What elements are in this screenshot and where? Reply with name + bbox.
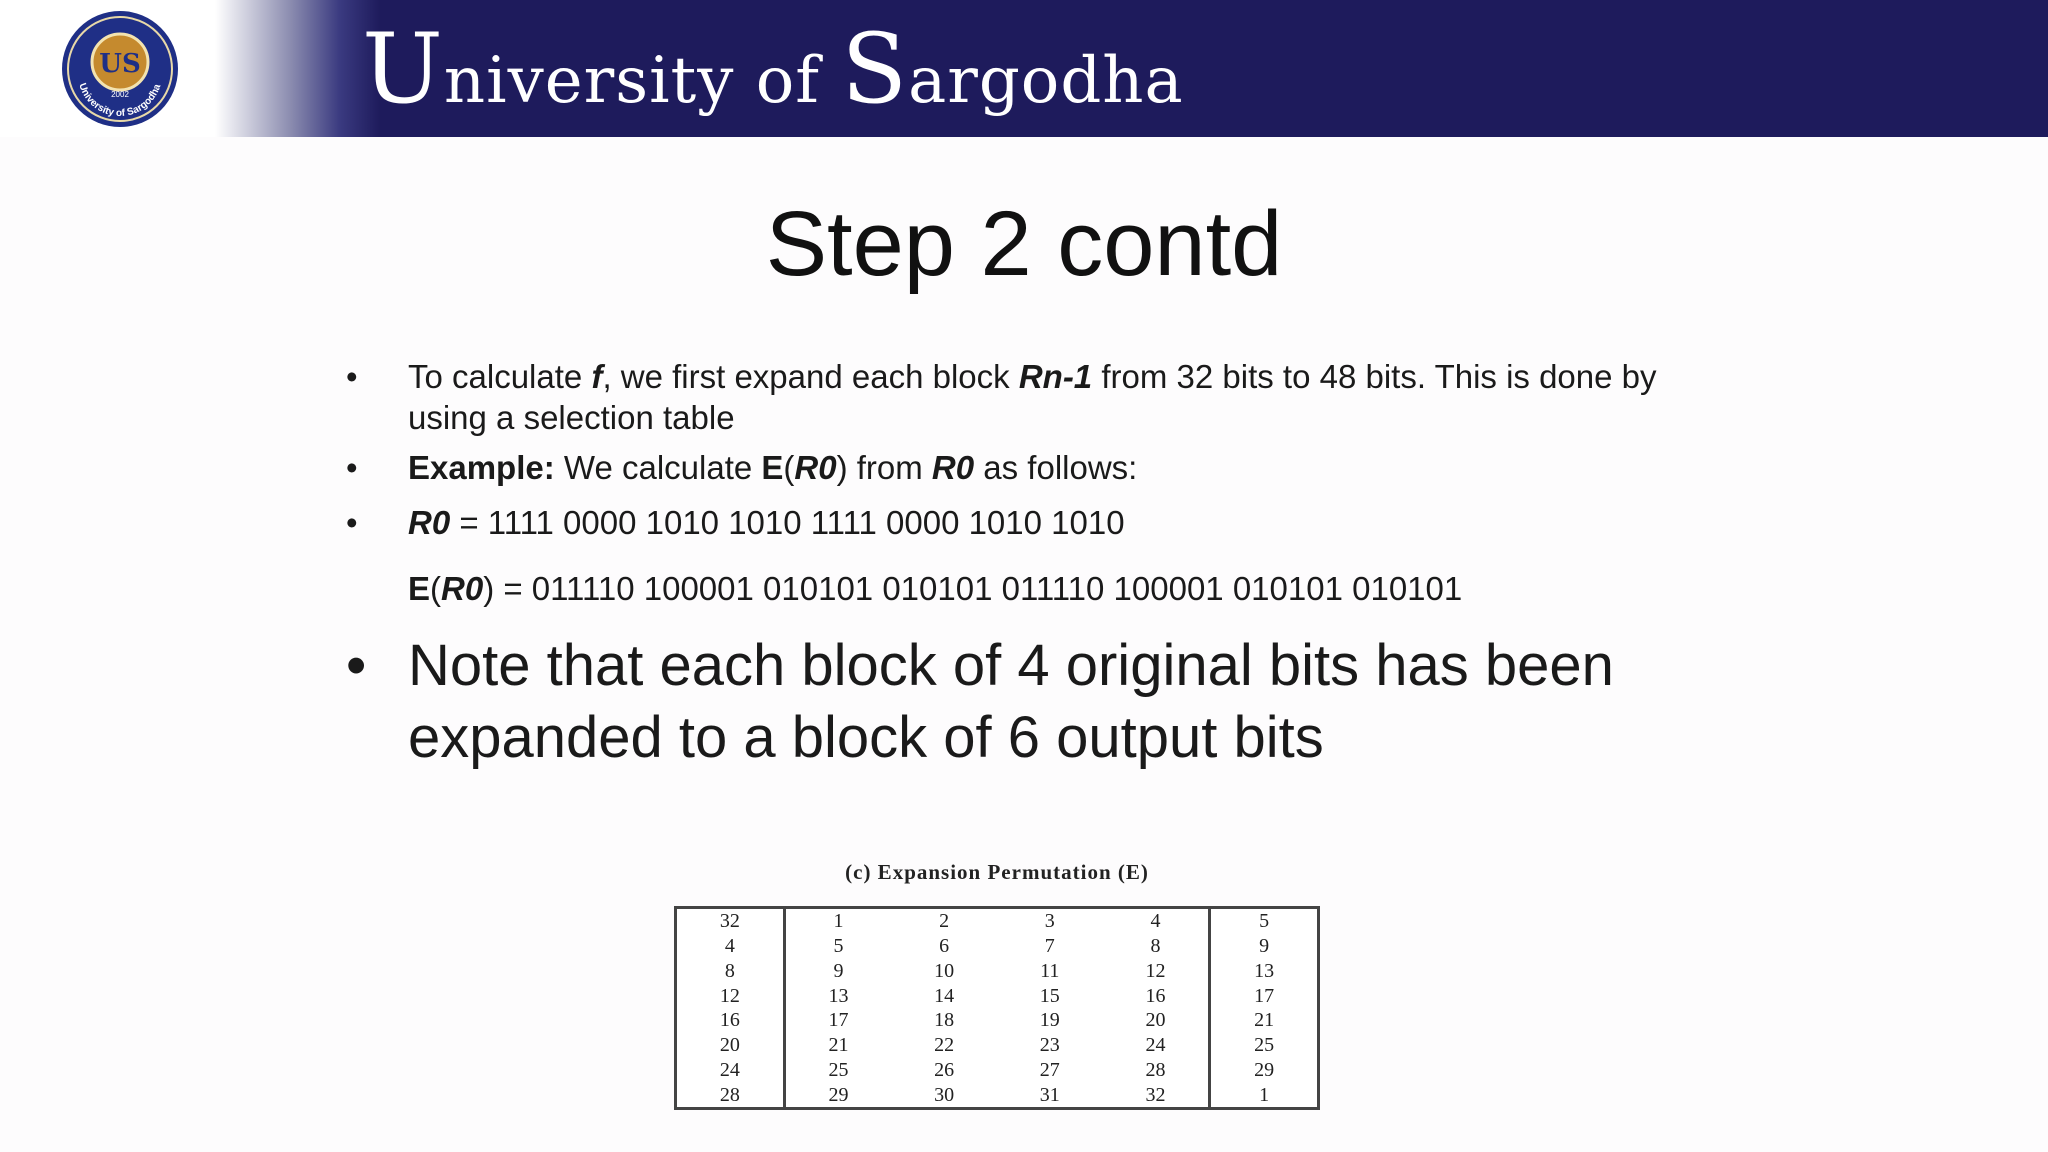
bullet-r0-value: R0 = 1111 0000 1010 1010 1111 0000 1010 1010: [408, 504, 1125, 541]
table-cell: 12: [676, 983, 785, 1008]
table-cell: 2: [939, 910, 950, 933]
header-banner: [0, 0, 2048, 137]
table-cell: 3: [1044, 910, 1055, 933]
table-cell: 29: [828, 1083, 849, 1106]
table-row: [676, 908, 1319, 934]
table-cell: 21: [1254, 1009, 1275, 1032]
university-name: University of Sargodha: [362, 13, 1184, 125]
table-cell: 7: [1044, 935, 1055, 958]
table-cell: 24: [676, 1057, 785, 1082]
table-cell: 32: [676, 908, 785, 934]
table-cell: 17: [828, 1009, 849, 1032]
table-cell: 28: [676, 1082, 785, 1108]
table-cell: 1: [1259, 1083, 1270, 1106]
table-row: [676, 1033, 1319, 1058]
table-cell: 20: [676, 1033, 785, 1058]
table-cell: 8: [1103, 934, 1210, 959]
seal-year: 2002: [111, 90, 129, 99]
table-cell: 11: [1040, 959, 1060, 982]
table-cell: 9: [1259, 935, 1270, 958]
table-cell: 6: [939, 935, 950, 958]
expansion-permutation-table: [674, 906, 1320, 1110]
table-cell: 25: [828, 1058, 849, 1081]
table-cell: 4: [1103, 908, 1210, 934]
table-cell: 31: [1039, 1083, 1060, 1106]
table-row: [676, 1008, 1319, 1033]
table-cell: 4: [676, 934, 785, 959]
table-row: [676, 934, 1319, 959]
table-row: [676, 1057, 1319, 1082]
table-cell: 16: [676, 1008, 785, 1033]
table-cell: 9: [833, 959, 844, 982]
slide-title: Step 2 contd: [765, 193, 1283, 295]
table-cell: 23: [1039, 1034, 1060, 1057]
bullet-expand-block: To calculate f, we first expand each block Rn-1 from 32 bits to 48 bits. This is done by using a selection table: [408, 358, 1657, 436]
university-seal-icon: [60, 2, 180, 136]
table-cell: 30: [934, 1083, 955, 1106]
seal-monogram: US: [99, 49, 141, 79]
table-cell: 13: [1254, 959, 1275, 982]
table-cell: 25: [1254, 1034, 1275, 1057]
table-caption: (c) Expansion Permutation (E): [845, 860, 1149, 884]
table-cell: 21: [828, 1034, 849, 1057]
table-cell: 27: [1039, 1058, 1060, 1081]
table-cell: 5: [833, 935, 844, 958]
table-cell: 16: [1103, 983, 1210, 1008]
table-cell: 24: [1103, 1033, 1210, 1058]
table-cell: 15: [1039, 984, 1060, 1007]
table-cell: 12: [1103, 959, 1210, 984]
table-cell: 28: [1103, 1057, 1210, 1082]
table-cell: 26: [934, 1058, 955, 1081]
table-cell: 1: [833, 910, 844, 933]
expanded-r0-value: E(R0) = 011110 100001 010101 010101 011110 100001 010101 010101: [408, 570, 1463, 607]
table-cell: 18: [934, 1009, 955, 1032]
bullet-marker: •: [346, 449, 358, 486]
bullet-marker: •: [346, 504, 358, 541]
table-cell: 19: [1039, 1009, 1060, 1032]
table-cell: 17: [1254, 984, 1275, 1007]
bullet-marker: •: [346, 633, 367, 698]
table-row: [676, 959, 1319, 984]
table-cell: 20: [1103, 1008, 1210, 1033]
bullet-marker: •: [346, 358, 358, 395]
table-cell: 10: [934, 959, 955, 982]
bullet-example: Example: We calculate E(R0) from R0 as follows:: [408, 449, 1138, 486]
bullet-note: Note that each block of 4 original bits has been expanded to a block of 6 output bits: [408, 633, 1614, 770]
seal-ring-text: University of Sargodha: [76, 81, 164, 120]
table-cell: 13: [828, 984, 849, 1007]
table-row: [676, 983, 1319, 1008]
table-row: [676, 1082, 1319, 1108]
table-cell: 14: [934, 984, 955, 1007]
table-cell: 32: [1103, 1082, 1210, 1108]
table-cell: 5: [1259, 910, 1270, 933]
table-cell: 29: [1254, 1058, 1275, 1081]
table-cell: 22: [934, 1034, 955, 1057]
table-cell: 8: [676, 959, 785, 984]
